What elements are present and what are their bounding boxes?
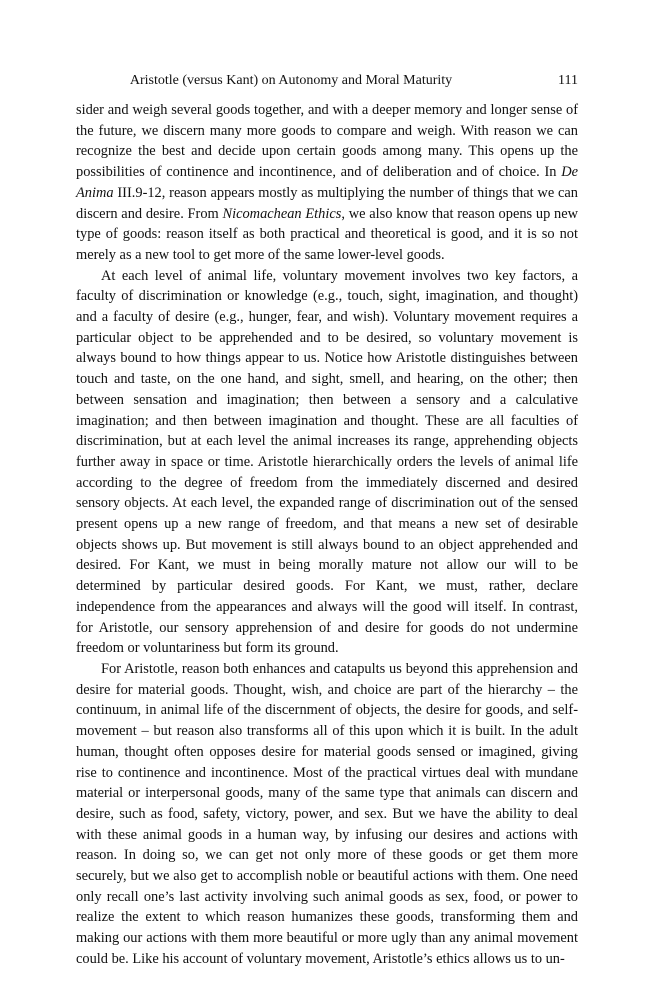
body-text [76, 100, 578, 970]
page-number: 111 [558, 73, 578, 88]
title-nicomachean-ethics: Nicomachean Ethics [222, 205, 342, 222]
paragraph-3: For Aristotle, reason both enhances and catapults us beyond this apprehension and desire for material goods. Thought, wish, and choice are part of the hierarchy – the continuum, in animal life of the discernment of objects, the desire for goods, and self-movement – but reason also transforms all of this upon which it is built. In the adult human, thought often opposes desire for material goods sensed or imagined, giving rise to continence and incontinence. Most of the practical virtues deal with mundane material or interpersonal goods, many of the same type that animals can discern and desire, such as food, safety, victory, power, and sex. But we have the ability to deal with these animal goods in a human way, by infusing our desires and actions with reason. In doing so, we can get not only more of these goods or get them more securely, but we also get to accomplish noble or beautiful actions with them. One need only recall one’s last activity involving such animal goods as sex, food, or power to realize the extent to which reason humanizes these goods, transforming them and making our actions with them more beautiful or more ugly than any animal movement could be. Like his account of voluntary movement, Aristotle’s ethics allows us to un- [76, 660, 578, 967]
running-header [76, 71, 578, 91]
running-title: Aristotle (versus Kant) on Autonomy and Moral Maturity [129, 73, 453, 88]
paragraph-1 [76, 100, 578, 266]
title-de-anima: De Anima [76, 164, 578, 201]
paragraph-1-text-a: sider and weigh several goods together, and with a deeper memory and longer sense of the future, we discern many more goods to compare and weigh. With reason we can recognize the best and decide upon certain goods among many. This opens up the possibilities of continence and incontinence, and of deliberation and of choice. In [76, 102, 578, 181]
paragraph-1-text-c: III.9-12, reason appears mostly as multiplying the number of things that we can discern and desire. From [76, 184, 578, 222]
paragraph-1-text-e: , we also know that reason opens up new type of goods: reason itself as both practical and theoretical is good, and it is so not merely as a new tool to get more of the same lower-level goods. [76, 205, 578, 263]
paragraph-2: At each level of animal life, voluntary movement involves two key factors, a faculty of discrimination or knowledge (e.g., touch, sight, imagination, and thought) and a faculty of desire (e.g., hunger, fear, and wish). Voluntary movement requires a particular object to be apprehended and to be desired, so voluntary movement is always bound to how things appear to us. Notice how Aristotle distinguishes between touch and taste, on the one hand, and sight, smell, and hearing, on the other; then between sensation and imagination; then between a sensory and a calculative imagination; and then between imagination and thought. These are all faculties of discrimination, but at each level the animal increases its range, apprehending objects further away in space or time. Aristotle hierarchically orders the levels of animal life according to the degree of freedom from the immediately discerned and desired sensory objects. At each level, the expanded range of discrimination out of the sensed present opens up a new range of freedom, and that means a new set of desirable objects shows up. But movement is still always bound to an object apprehended and desired. For Kant, we must in being morally mature not allow our will to be determined by particular desired goods. For Kant, we must, rather, declare independence from the appearances and always will the good will itself. In contrast, for Aristotle, our sensory apprehension of and desire for goods do not undermine freedom or voluntariness but form its ground. [76, 267, 578, 657]
book-page [76, 0, 578, 970]
